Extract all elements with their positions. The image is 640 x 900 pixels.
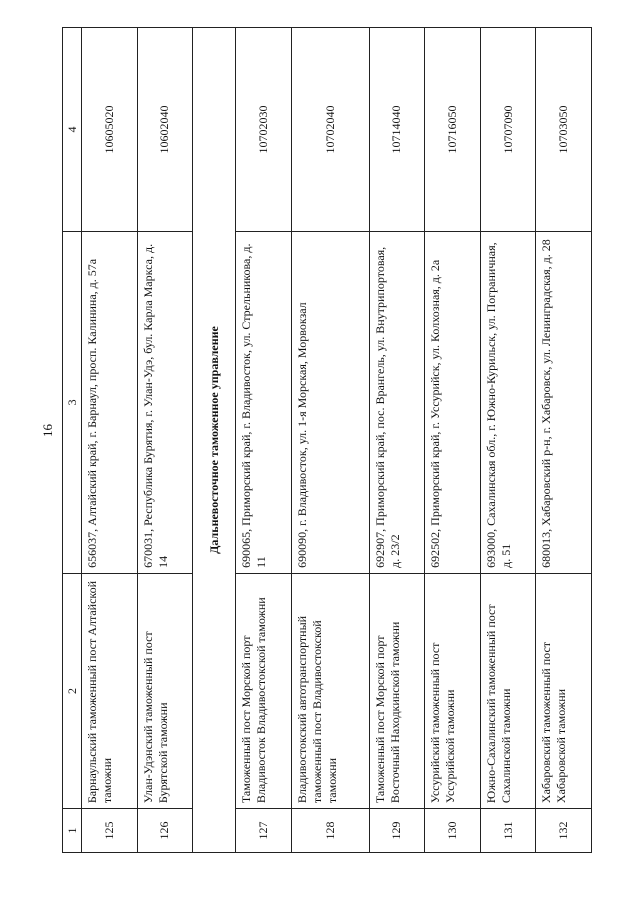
post-name: Таможенный пост Морской порт Восточный Находкинской таможни <box>369 573 425 808</box>
row-number: 132 <box>536 809 592 853</box>
post-name: Барнаульский таможенный пост Алтайской таможни <box>82 573 138 808</box>
column-header: 2 <box>63 573 82 808</box>
section-row <box>193 28 236 853</box>
table-row <box>137 28 193 853</box>
post-address: 692502, Приморский край, г. Уссурийск, ул. Колхозная, д. 2а <box>425 231 481 573</box>
row-number: 129 <box>369 809 425 853</box>
page-number: 16 <box>40 424 55 437</box>
post-address: 690065, Приморский край, г. Владивосток, ул. Стрельникова, д. 11 <box>236 231 292 573</box>
post-address: 670031, Республика Бурятия, г. Улан-Удэ, бул. Карла Маркса, д. 14 <box>137 231 193 573</box>
post-name: Улан-Удэнский таможенный пост Бурятской таможни <box>137 573 193 808</box>
table-row <box>425 28 481 853</box>
post-name: Таможенный пост Морской порт Владивосток Владивостокской таможни <box>236 573 292 808</box>
post-address: 693000, Сахалинская обл., г. Южно-Курильск, ул. Пограничная, д. 51 <box>480 231 536 573</box>
post-address: 680013, Хабаровский р-н, г. Хабаровск, ул. Ленинградская, д. 28 <box>536 231 592 573</box>
row-number: 131 <box>480 809 536 853</box>
post-address: 690090, г. Владивосток, ул. 1-я Морская, Морвокзал <box>291 231 369 573</box>
table-row <box>536 28 592 853</box>
customs-posts-table <box>62 27 592 853</box>
post-address: 656037, Алтайский край, г. Барнаул, просп. Калинина, д. 57а <box>82 231 138 573</box>
post-name: Хабаровский таможенный пост Хабаровской таможни <box>536 573 592 808</box>
table-row <box>369 28 425 853</box>
table-row <box>82 28 138 853</box>
table-row <box>236 28 292 853</box>
column-header: 4 <box>63 28 82 232</box>
table-row <box>480 28 536 853</box>
column-header: 1 <box>63 809 82 853</box>
post-code: 10707090 <box>480 28 536 232</box>
row-number: 127 <box>236 809 292 853</box>
post-code: 10605020 <box>82 28 138 232</box>
post-code: 10716050 <box>425 28 481 232</box>
section-title: Дальневосточное таможенное управление <box>193 28 236 853</box>
post-name: Владивостокский автотранспортный таможенный пост Владивостокской таможни <box>291 573 369 808</box>
header-row <box>63 28 82 853</box>
post-name: Южно-Сахалинский таможенный пост Сахалинской таможни <box>480 573 536 808</box>
row-number: 128 <box>291 809 369 853</box>
post-name: Уссурийский таможенный пост Уссурийской таможни <box>425 573 481 808</box>
post-code: 10702030 <box>236 28 292 232</box>
row-number: 126 <box>137 809 193 853</box>
post-code: 10703050 <box>536 28 592 232</box>
post-code: 10702040 <box>291 28 369 232</box>
table-row <box>291 28 369 853</box>
rotated-table-wrapper <box>62 27 592 853</box>
row-number: 130 <box>425 809 481 853</box>
row-number: 125 <box>82 809 138 853</box>
post-address: 692907, Приморский край, пос. Врангель, ул. Внутрипортовая, д. 23/2 <box>369 231 425 573</box>
post-code: 10602040 <box>137 28 193 232</box>
column-header: 3 <box>63 231 82 573</box>
post-code: 10714040 <box>369 28 425 232</box>
